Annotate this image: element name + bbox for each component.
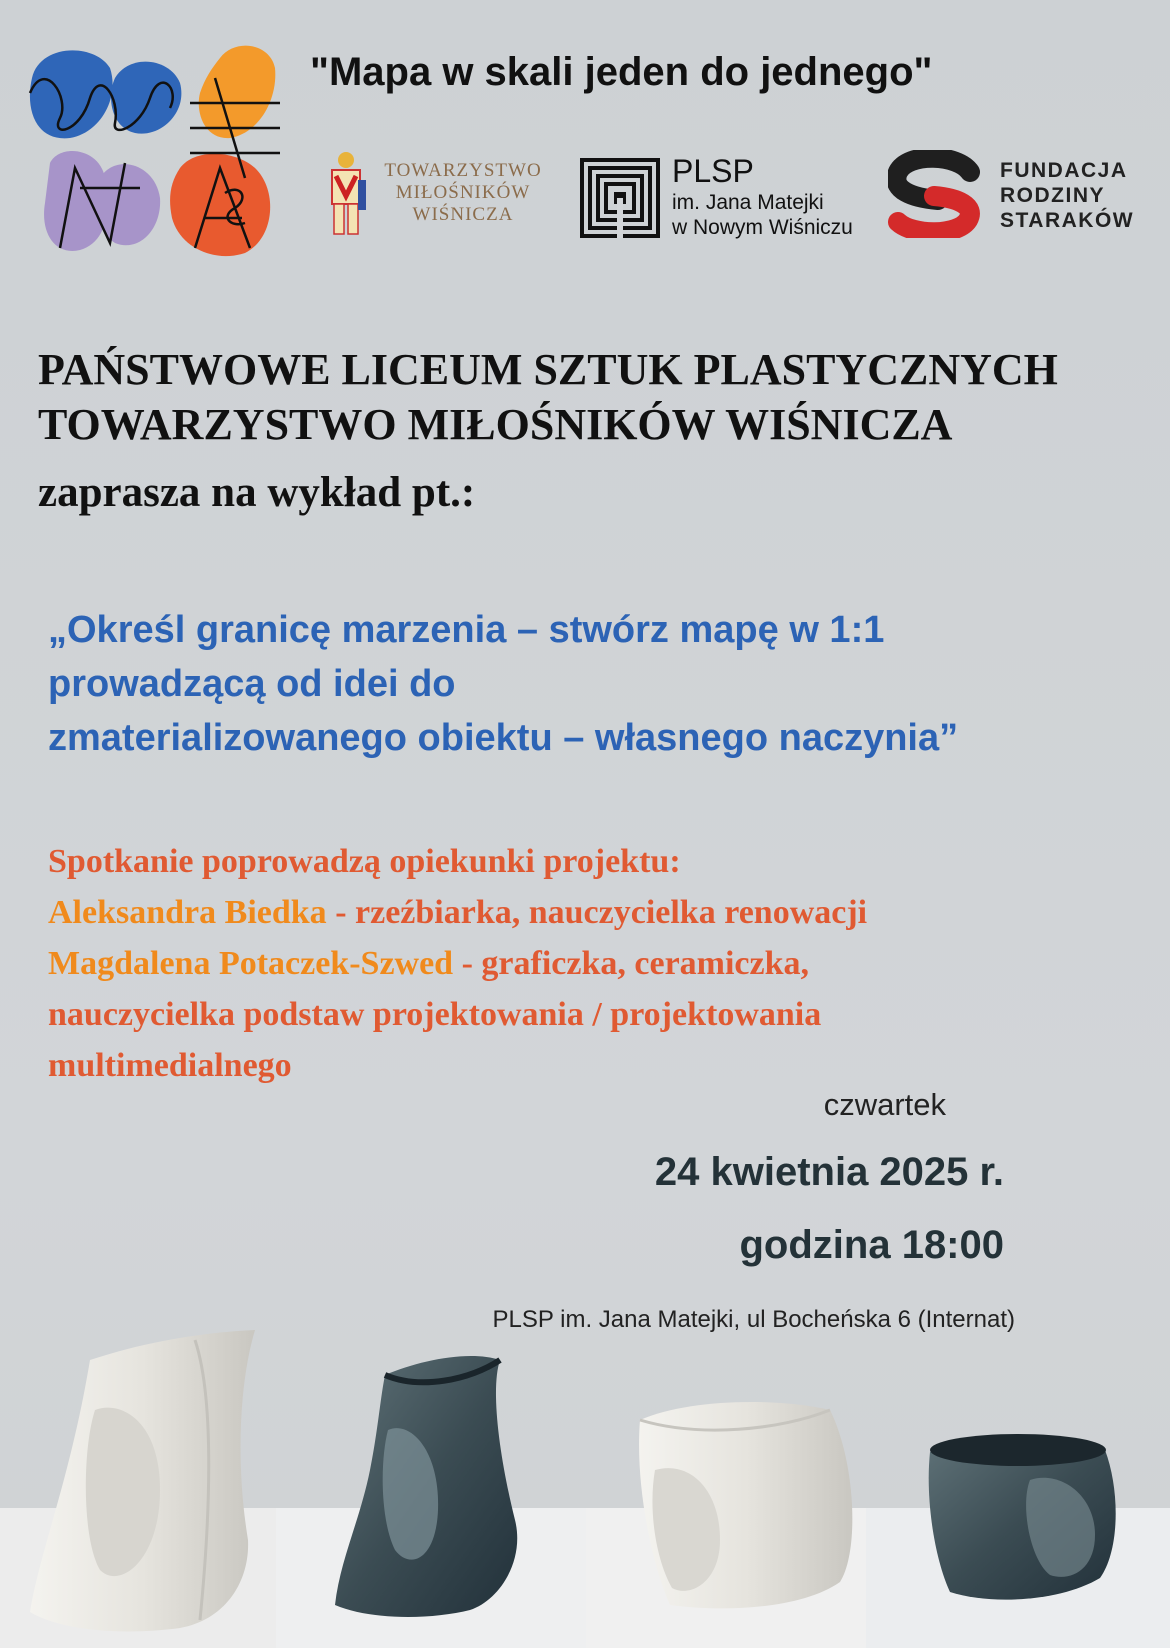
frs-line-1: FUNDACJA: [1000, 159, 1128, 182]
event-hour: godzina 18:00: [739, 1223, 1004, 1267]
tmw-logo-text: [378, 160, 548, 226]
host-1: [48, 887, 1148, 938]
hosts-section: [48, 836, 1148, 1091]
host-2-role: - graficzka, ceramiczka,: [453, 945, 810, 982]
organizer-school: PAŃSTWOWE LICEUM SZTUK PLASTYCZNYCH: [38, 345, 1058, 394]
organizer-society: TOWARZYSTWO MIŁOŚNIKÓW WIŚNICZA: [38, 400, 953, 449]
frs-logo-text: [1000, 158, 1134, 233]
host-1-role: - rzeźbiarka, nauczycielka renowacji: [326, 894, 868, 931]
vessel-white-round: [639, 1402, 852, 1608]
frs-line-2: RODZINY: [1000, 184, 1105, 207]
lecture-title-line-2: prowadzącą od idei do: [48, 663, 456, 705]
event-day: czwartek: [823, 1087, 946, 1122]
tmw-line-2: MIŁOŚNIKÓW: [395, 182, 531, 203]
host-2-name: Magdalena Potaczek-Szwed: [48, 945, 454, 982]
ceramic-vessels-photo: [0, 1320, 1170, 1648]
lecture-title: [48, 603, 1148, 765]
vessel-dark-tall: [335, 1356, 517, 1617]
lecture-title-line-3: zmaterializowanego obiektu – własnego naczynia”: [48, 717, 959, 759]
host-1-name: Aleksandra Biedka: [48, 894, 327, 931]
lecture-title-line-1: „Określ granicę marzenia – stwórz mapę w 1:1: [48, 609, 885, 651]
frs-line-3: STARAKÓW: [1000, 209, 1135, 232]
event-series-title: "Mapa w skali jeden do jednego": [310, 50, 933, 94]
hosts-intro: Spotkanie poprowadzą opiekunki projektu:: [48, 843, 681, 880]
tmw-line-3: WIŚNICZA: [412, 204, 514, 225]
plsp-line-2: w Nowym Wiśniczu: [672, 216, 853, 239]
host-2-role-line-2: nauczycielka podstaw projektowania / projektowania: [48, 996, 822, 1033]
plsp-maze-icon: [580, 158, 660, 238]
plsp-logo-subtitle: [672, 190, 853, 240]
plsp-logo-title: PLSP: [672, 153, 754, 189]
organizers: [38, 342, 1058, 452]
host-2: [48, 938, 1148, 989]
event-date: 24 kwietnia 2025 r.: [654, 1150, 1004, 1194]
vessel-dark-bowl: [929, 1434, 1116, 1600]
host-2-role-line-3: multimedialnego: [48, 1047, 292, 1084]
vessel-white-tall: [30, 1330, 255, 1631]
plsp-line-1: im. Jana Matejki: [672, 191, 824, 214]
event-place: PLSP im. Jana Matejki, ul Bocheńska 6 (Internat): [492, 1306, 1015, 1333]
frs-s-icon: [888, 150, 980, 238]
tmw-emblem-icon: [318, 150, 374, 236]
invitation-text: zaprasza na wykład pt.:: [38, 469, 476, 516]
wena-logo-icon: [20, 38, 290, 268]
tmw-line-1: TOWARZYSTWO: [384, 160, 542, 181]
